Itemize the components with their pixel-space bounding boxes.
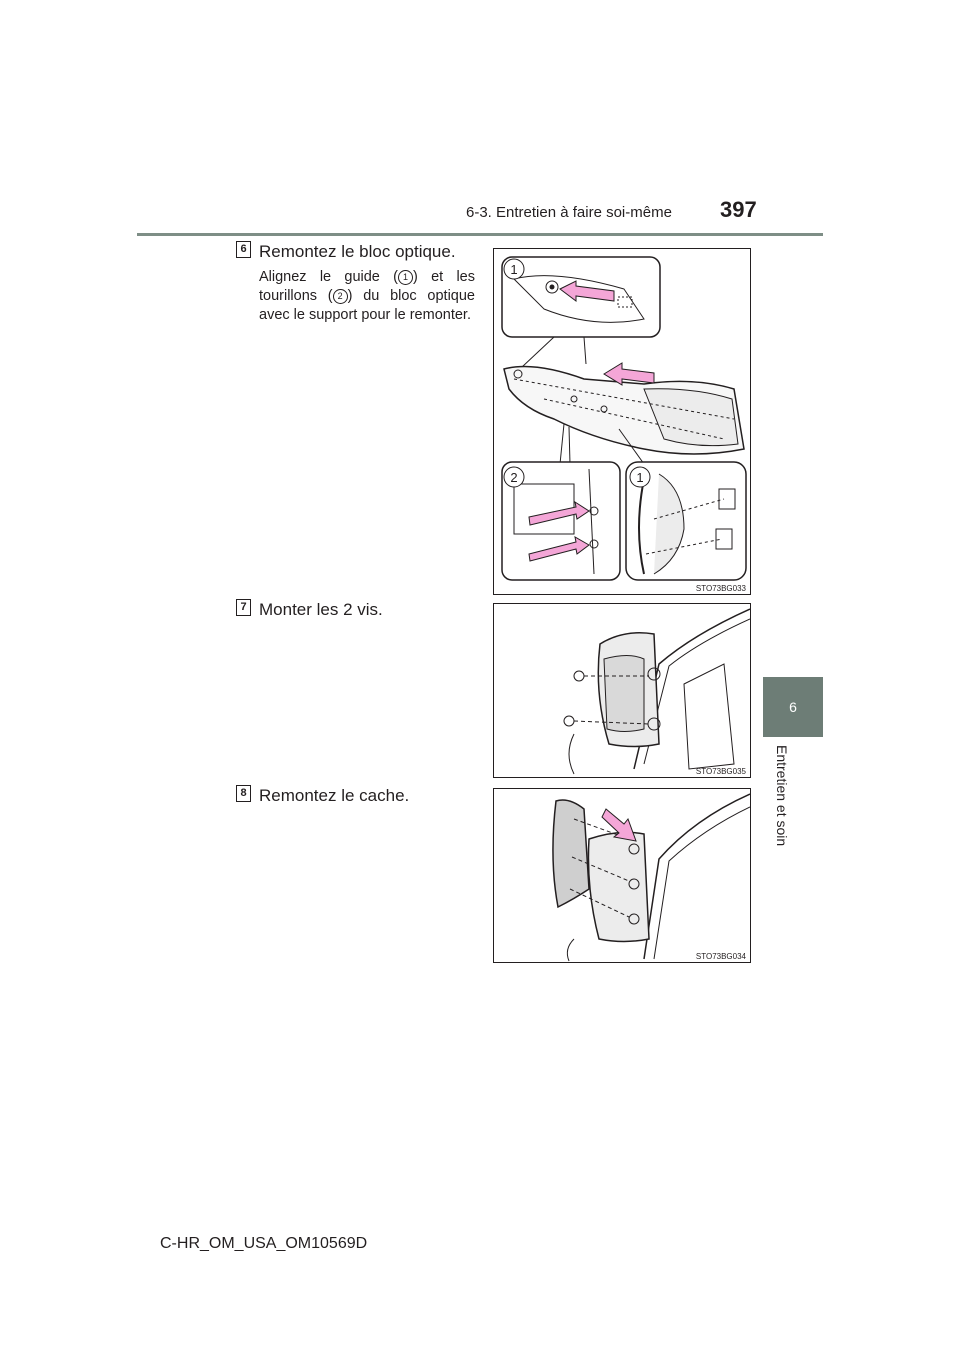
step-number-6: 6	[236, 241, 251, 258]
figure-code: STO73BG033	[695, 584, 746, 593]
step-6-instruction: Remontez le bloc optique.	[259, 242, 456, 261]
detail-part-2: ) et les tourillons (	[259, 269, 475, 304]
callout-1-bottom: 1	[636, 470, 644, 485]
chapter-number: 6	[789, 699, 797, 715]
figure-code: STO73BG035	[695, 767, 746, 776]
figure-step-8	[493, 788, 751, 963]
detail-part-3: ) du bloc optique avec le support pour le remonter.	[259, 288, 475, 323]
document-id: C-HR_OM_USA_OM10569D	[160, 1235, 368, 1252]
screw-installation-illustration	[494, 604, 750, 777]
marker-2-icon: 2	[333, 289, 348, 304]
cover-installation-illustration	[494, 789, 750, 962]
callout-1-top: 1	[510, 262, 518, 277]
step-number-8: 8	[236, 785, 251, 802]
marker-1-icon: 1	[398, 270, 413, 285]
callout-2: 2	[510, 470, 518, 485]
lamp-alignment-illustration	[494, 249, 750, 594]
chapter-tab[interactable]	[763, 677, 823, 737]
section-title: 6-3. Entretien à faire soi-même	[466, 204, 672, 221]
detail-part-1: Alignez le guide (	[259, 269, 398, 285]
step-number-7: 7	[236, 599, 251, 616]
figure-step-6	[493, 248, 751, 595]
page-number: 397	[720, 197, 757, 222]
chapter-title: Entretien et soin	[774, 745, 790, 847]
step-7-instruction: Monter les 2 vis.	[259, 600, 383, 619]
step-8-instruction: Remontez le cache.	[259, 786, 410, 805]
figure-step-7	[493, 603, 751, 778]
header-divider	[137, 233, 823, 236]
step-6-detail	[259, 268, 475, 325]
figure-code: STO73BG034	[695, 952, 746, 961]
